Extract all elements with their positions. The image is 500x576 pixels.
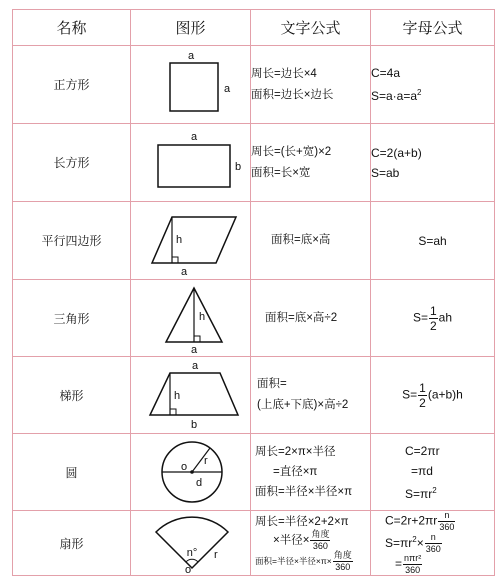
shape-name-sector: 扇形 (13, 511, 131, 576)
letter-line: S=ah (418, 233, 447, 248)
fraction-denominator: 360 (312, 541, 328, 552)
rectangle-label-side: b (234, 160, 241, 173)
trapezoid-figure (136, 359, 246, 431)
fraction-denominator: 2 (429, 318, 437, 333)
figure-cell-triangle (131, 280, 251, 357)
fraction (403, 554, 422, 575)
fraction (418, 382, 427, 409)
letter-superscript: 2 (432, 485, 437, 495)
right-angle-mark (194, 336, 200, 342)
word-formula-square (251, 46, 371, 124)
letter-text: S=a·a=a (371, 89, 418, 103)
fraction-denominator: 360 (425, 544, 441, 555)
parallelogram-label-base: a (180, 265, 187, 277)
shape-name-square: 正方形 (13, 46, 131, 124)
fraction (310, 530, 330, 551)
word-line: 面积=底×高 (271, 234, 331, 246)
word-formula-sector (251, 511, 371, 576)
trapezoid-label-base: b (190, 419, 197, 431)
fraction (429, 305, 438, 332)
circle-figure (136, 436, 246, 508)
letter-line: C=2(a+b) (371, 145, 422, 160)
table-row-parallelogram (13, 202, 495, 280)
square-shape (170, 63, 218, 111)
figure-cell-square (131, 46, 251, 124)
table-row-trapezoid (13, 357, 495, 434)
word-line (255, 551, 370, 572)
table-row-triangle (13, 280, 495, 357)
word-line: =直径×π (273, 466, 318, 478)
header-name: 名称 (13, 10, 131, 46)
parallelogram-figure (136, 205, 246, 277)
letter-line: S=ab (371, 165, 400, 180)
fraction-numerator: nπr² (404, 553, 422, 564)
word-line: 周长=半径×2+2×π (255, 516, 349, 529)
rectangle-shape (158, 145, 230, 187)
circle-label-diameter: d (195, 477, 202, 489)
shape-name-triangle: 三角形 (13, 280, 131, 357)
letter-text: S= (402, 387, 418, 402)
square-label-side: a (223, 82, 230, 95)
sector-label-radius: r (213, 549, 218, 562)
word-formula-parallelogram (251, 202, 371, 280)
triangle-figure (136, 282, 246, 354)
letter-formula-square (371, 46, 495, 124)
sector-figure (136, 512, 246, 574)
triangle-label-base: a (190, 344, 197, 354)
table-row-rectangle (13, 124, 495, 202)
circle-label-center: o (180, 461, 187, 473)
trapezoid-label-top: a (191, 360, 198, 372)
fraction-denominator: 360 (335, 562, 351, 573)
word-text: ×半径× (273, 534, 310, 547)
letter-line (405, 481, 494, 504)
header-word-formula: 文字公式 (251, 10, 371, 46)
letter-text: S=πr (385, 536, 413, 550)
word-line: 面积=边长×边长 (251, 88, 334, 101)
shape-name-trapezoid: 梯形 (13, 357, 131, 434)
letter-line: =πd (411, 463, 433, 478)
letter-superscript: 2 (417, 88, 422, 97)
trapezoid-shape (150, 373, 238, 415)
word-text: 面积=半径×半径×π× (255, 555, 332, 566)
right-angle-mark (170, 409, 176, 415)
parallelogram-shape (152, 217, 236, 263)
fraction (438, 511, 455, 532)
word-line: 周长=边长×4 (251, 67, 317, 80)
letter-line (371, 83, 494, 106)
letter-formula-sector (371, 511, 495, 576)
table-row-circle (13, 434, 495, 511)
formula-table (12, 9, 495, 576)
trapezoid-label-height: h (173, 390, 180, 402)
letter-text: S=πr (405, 486, 433, 501)
letter-text: × (416, 536, 424, 550)
word-formula-rectangle (251, 124, 371, 202)
word-line: 周长=2×π×半径 (255, 446, 336, 458)
word-line: 面积=底×高÷2 (265, 311, 338, 324)
word-formula-triangle (251, 280, 371, 357)
word-line: 面积= (257, 378, 287, 390)
shape-name-parallelogram: 平行四边形 (13, 202, 131, 280)
header-letter-formula: 字母公式 (371, 10, 495, 46)
header-row (13, 10, 495, 46)
letter-line (385, 532, 494, 554)
fraction-numerator: 角度 (333, 550, 352, 561)
fraction (333, 551, 353, 572)
letter-formula-parallelogram (371, 202, 495, 280)
angle-arc (186, 559, 198, 562)
fraction-numerator: n (438, 511, 455, 522)
letter-text: S= (412, 310, 428, 325)
letter-formula-circle (371, 434, 495, 511)
header-figure: 图形 (131, 10, 251, 46)
letter-line: C=2πr (405, 443, 440, 458)
right-angle-mark (172, 257, 178, 263)
rectangle-label-top: a (190, 130, 197, 143)
triangle-label-height: h (198, 311, 205, 323)
shape-name-circle: 圆 (13, 434, 131, 511)
fraction-denominator: 360 (405, 565, 421, 576)
letter-formula-trapezoid (371, 357, 495, 434)
letter-text: (a+b)h (427, 387, 463, 402)
fraction-numerator: 1 (419, 380, 426, 395)
fraction (425, 533, 442, 554)
figure-cell-circle (131, 434, 251, 511)
word-line (255, 530, 370, 551)
fraction-numerator: n (425, 533, 442, 544)
square-figure (136, 49, 246, 121)
table-row-square (13, 46, 495, 124)
rectangle-figure (136, 127, 246, 199)
word-line: (上底+下底)×高÷2 (257, 399, 349, 411)
word-line: 面积=半径×半径×π (255, 486, 353, 498)
circle-label-radius: r (203, 455, 208, 467)
sector-label-angle: n° (186, 547, 197, 560)
parallelogram-label-height: h (175, 233, 182, 246)
letter-line (385, 554, 494, 575)
center-point (190, 470, 194, 474)
fraction-numerator: 角度 (311, 529, 330, 540)
shape-name-rectangle: 长方形 (13, 124, 131, 202)
letter-line: C=4a (371, 66, 401, 80)
letter-text: ah (438, 310, 453, 325)
letter-text: = (395, 557, 403, 571)
word-line: 周长=(长+宽)×2 (251, 145, 332, 158)
figure-cell-sector (131, 511, 251, 576)
word-formula-circle (251, 434, 371, 511)
letter-formula-rectangle (371, 124, 495, 202)
figure-cell-rectangle (131, 124, 251, 202)
square-label-top: a (187, 49, 194, 62)
letter-text: C=2r+2πr (385, 513, 438, 528)
word-formula-trapezoid (251, 357, 371, 434)
fraction-denominator: 2 (419, 395, 426, 410)
figure-cell-trapezoid (131, 357, 251, 434)
word-line: 面积=长×宽 (251, 166, 311, 179)
sector-label-center: o (184, 564, 191, 575)
table-row-sector (13, 511, 495, 576)
fraction-numerator: 1 (429, 303, 437, 318)
letter-superscript: 2 (412, 535, 417, 544)
fraction-denominator: 360 (439, 522, 455, 532)
letter-formula-triangle (371, 280, 495, 357)
figure-cell-parallelogram (131, 202, 251, 280)
letter-line (385, 511, 494, 532)
